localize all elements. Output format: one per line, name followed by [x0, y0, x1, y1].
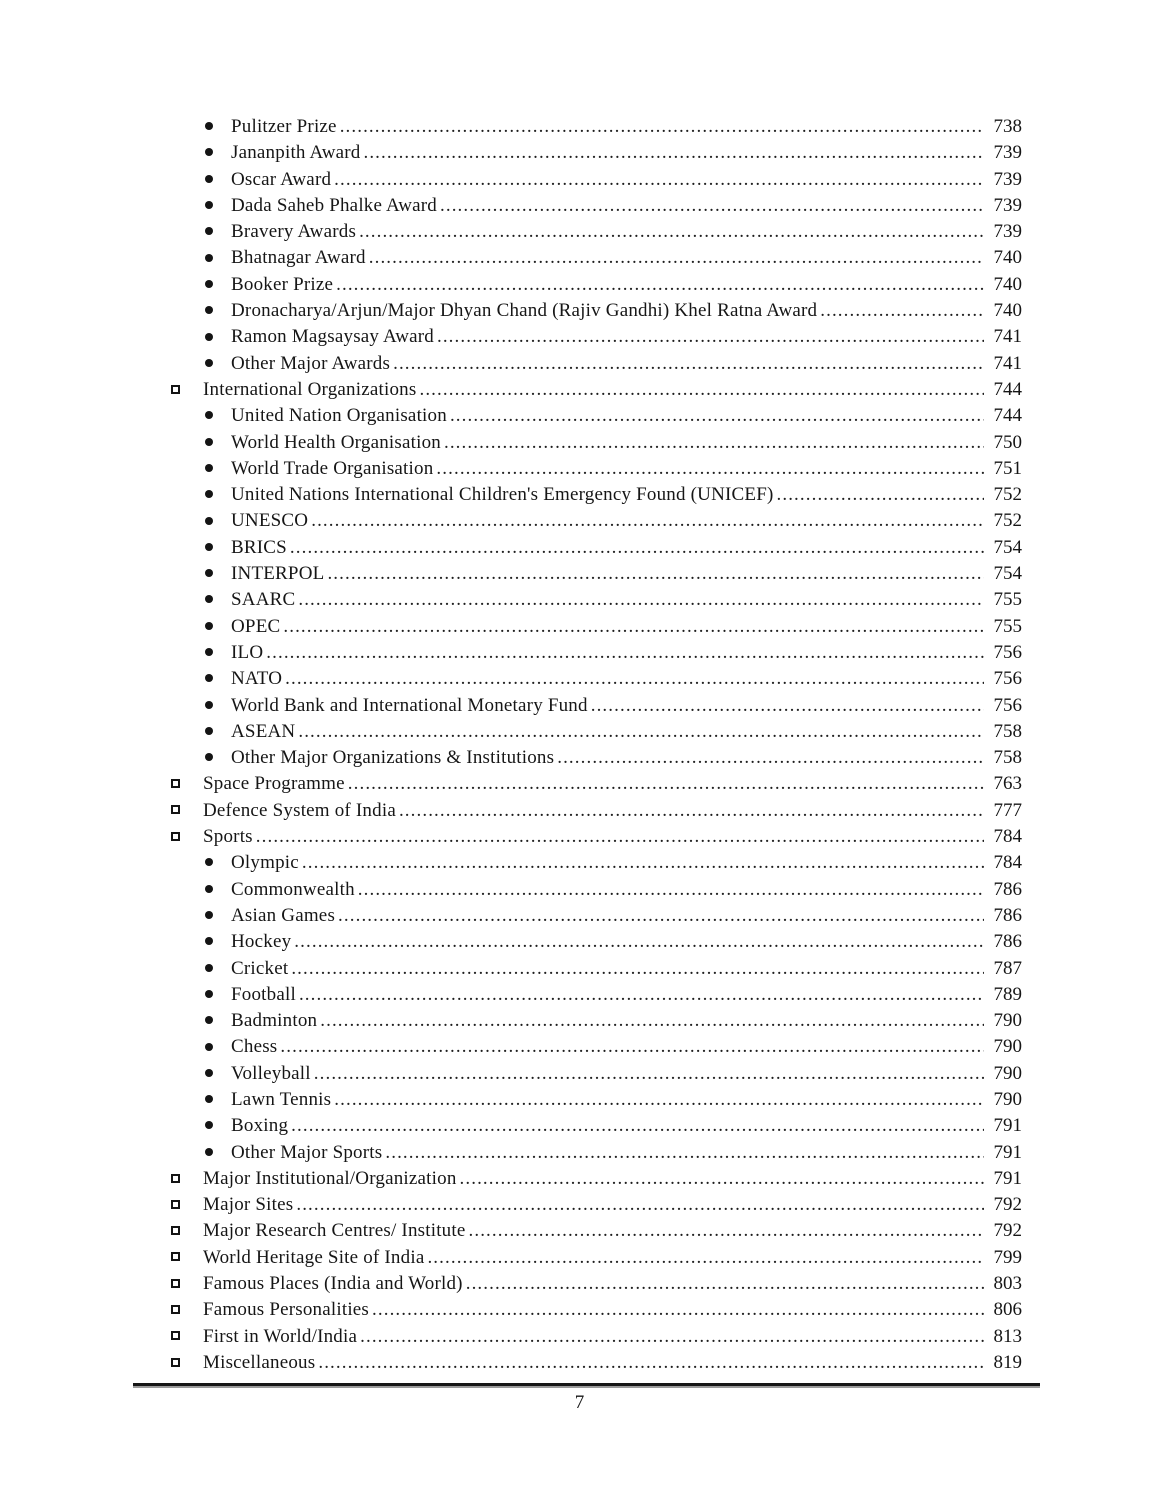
toc-entry-page: 786: [993, 904, 1022, 926]
dot-leader: [320, 1008, 984, 1034]
circle-bullet-icon: [205, 517, 213, 525]
dot-leader: [314, 1061, 984, 1087]
toc-entry-label: International Organizations: [203, 378, 417, 400]
toc-entry: [0, 403, 1022, 429]
dot-leader: [557, 745, 984, 771]
toc-entry-page: 739: [993, 221, 1022, 243]
toc-entry-page: 739: [993, 194, 1022, 216]
toc-entry-page: 784: [993, 852, 1022, 874]
toc-entry-page: 741: [993, 352, 1022, 374]
toc-entry-label: Dada Saheb Phalke Award: [231, 194, 437, 216]
toc-entry-label: Pulitzer Prize: [231, 116, 337, 137]
toc-entry: [0, 877, 1022, 903]
circle-bullet-icon: [205, 148, 213, 156]
toc-entry-label: Jananpith Award: [231, 142, 361, 164]
toc-entry-label: Major Sites: [203, 1194, 294, 1216]
toc-entry-label: Major Institutional/Organization: [203, 1167, 457, 1189]
toc-entry-page: 792: [993, 1220, 1022, 1242]
dot-leader: [450, 403, 984, 429]
toc-entry-label: ASEAN: [231, 720, 296, 742]
dot-leader: [291, 1113, 984, 1139]
dot-leader: [444, 430, 984, 456]
circle-bullet-icon: [205, 201, 213, 209]
toc-entry: [0, 456, 1022, 482]
toc-entry-label: OPEC: [231, 615, 281, 637]
square-bullet-icon: [171, 832, 180, 841]
toc-entry-label: Badminton: [231, 1010, 318, 1032]
toc-entry: [0, 430, 1022, 456]
footer-page-number: 7: [574, 1392, 585, 1413]
toc-entry-label: Miscellaneous: [203, 1351, 316, 1373]
dot-leader: [318, 1350, 984, 1376]
toc-entry: [0, 1087, 1022, 1113]
toc-entry-label: Other Major Awards: [231, 352, 391, 374]
toc-entry-label: Commonwealth: [231, 878, 355, 900]
toc-entry: [0, 1271, 1022, 1297]
toc-entry-page: 740: [993, 247, 1022, 269]
toc-entry: [0, 561, 1022, 587]
toc-entry-page: 752: [993, 484, 1022, 506]
toc-entry-label: Volleyball: [231, 1062, 311, 1084]
toc-entry-label: Hockey: [231, 931, 292, 953]
circle-bullet-icon: [205, 753, 213, 761]
toc-entry-page: 803: [993, 1273, 1022, 1295]
circle-bullet-icon: [205, 701, 213, 709]
toc-entry: [0, 1297, 1022, 1323]
toc-entry-page: 813: [993, 1325, 1022, 1347]
toc-entry-label: Olympic: [231, 852, 299, 874]
toc-entry-label: Chess: [231, 1036, 278, 1058]
dot-leader: [283, 614, 984, 640]
toc-entry-page: 756: [993, 668, 1022, 690]
toc-entry: [0, 824, 1022, 850]
toc-entry-page: 791: [993, 1141, 1022, 1163]
circle-bullet-icon: [205, 543, 213, 551]
dot-leader: [372, 1297, 984, 1323]
toc-entry: [0, 219, 1022, 245]
dot-leader: [419, 377, 984, 403]
circle-bullet-icon: [205, 411, 213, 419]
dot-leader: [427, 1245, 984, 1271]
toc-entry: [0, 693, 1022, 719]
toc-entry-label: Bhatnagar Award: [231, 247, 366, 269]
toc-entry-page: 758: [993, 720, 1022, 742]
toc-entry-label: Booker Prize: [231, 273, 334, 295]
toc-entry-label: World Trade Organisation: [231, 457, 434, 479]
toc-entry-page: 755: [993, 615, 1022, 637]
toc-entry-page: 752: [993, 510, 1022, 532]
toc-entry-page: 751: [993, 457, 1022, 479]
toc-entry-label: Other Major Organizations & Institutions: [231, 747, 555, 769]
circle-bullet-icon: [205, 1069, 213, 1077]
toc-entry-page: 763: [993, 773, 1022, 795]
circle-bullet-icon: [205, 280, 213, 288]
dot-leader: [363, 140, 984, 166]
toc-entry: [0, 719, 1022, 745]
dot-leader: [820, 298, 984, 324]
dot-leader: [285, 666, 984, 692]
toc-entry: [0, 508, 1022, 534]
dot-leader: [296, 1192, 984, 1218]
toc-entry: [0, 1034, 1022, 1060]
toc-entry-page: 744: [993, 378, 1022, 400]
toc-entry-page: 819: [993, 1351, 1022, 1373]
toc-entry-label: Bravery Awards: [231, 221, 357, 243]
dot-leader: [334, 1087, 984, 1113]
dot-leader: [334, 167, 984, 193]
toc-entry: [0, 298, 1022, 324]
toc-entry-page: 754: [993, 563, 1022, 585]
toc-entry-label: World Heritage Site of India: [203, 1246, 425, 1268]
toc-entry: [0, 193, 1022, 219]
circle-bullet-icon: [205, 1043, 213, 1051]
toc-entry: [0, 1166, 1022, 1192]
toc-entry-page: 750: [993, 431, 1022, 453]
toc-entry-page: 799: [993, 1246, 1022, 1268]
toc-entry-page: 790: [993, 1062, 1022, 1084]
circle-bullet-icon: [205, 227, 213, 235]
toc-entry-page: 755: [993, 589, 1022, 611]
toc-entry: [0, 1245, 1022, 1271]
circle-bullet-icon: [205, 1121, 213, 1129]
toc-entry: [0, 666, 1022, 692]
circle-bullet-icon: [205, 438, 213, 446]
dot-leader: [469, 1218, 985, 1244]
toc-entry-page: 784: [993, 826, 1022, 848]
toc-entry-page: 738: [993, 116, 1022, 137]
square-bullet-icon: [171, 1331, 180, 1340]
circle-bullet-icon: [205, 122, 213, 130]
toc-entry-label: Ramon Magsaysay Award: [231, 326, 434, 348]
circle-bullet-icon: [205, 175, 213, 183]
dot-leader: [460, 1166, 984, 1192]
circle-bullet-icon: [205, 464, 213, 472]
toc-entry-page: 754: [993, 536, 1022, 558]
toc-entry: [0, 614, 1022, 640]
toc-entry-page: 739: [993, 168, 1022, 190]
dot-leader: [399, 798, 984, 824]
toc-entry-label: First in World/India: [203, 1325, 358, 1347]
circle-bullet-icon: [205, 1016, 213, 1024]
toc-entry: [0, 982, 1022, 1008]
toc-entry: [0, 1350, 1022, 1376]
dot-leader: [299, 982, 984, 1008]
toc-entry: [0, 1324, 1022, 1350]
toc-entry-page: 786: [993, 931, 1022, 953]
toc-entry: [0, 351, 1022, 377]
dot-leader: [348, 771, 984, 797]
toc-entry: [0, 640, 1022, 666]
dot-leader: [298, 719, 984, 745]
toc-entry: [0, 903, 1022, 929]
toc-entry-page: 756: [993, 694, 1022, 716]
toc-entry-page: 758: [993, 747, 1022, 769]
dot-leader: [360, 1324, 984, 1350]
toc-entry-page: 792: [993, 1194, 1022, 1216]
square-bullet-icon: [171, 385, 180, 394]
toc-entry: [0, 114, 1022, 140]
toc-entry-page: 740: [993, 273, 1022, 295]
toc-entry: [0, 482, 1022, 508]
toc-entry-label: UNESCO: [231, 510, 309, 532]
dot-leader: [256, 824, 984, 850]
dot-leader: [311, 508, 984, 534]
circle-bullet-icon: [205, 333, 213, 341]
dot-leader: [591, 693, 984, 719]
square-bullet-icon: [171, 1279, 180, 1288]
toc-entry: [0, 324, 1022, 350]
toc-entry-label: Football: [231, 983, 296, 1005]
circle-bullet-icon: [205, 595, 213, 603]
toc-entry-label: Famous Personalities: [203, 1299, 370, 1321]
circle-bullet-icon: [205, 569, 213, 577]
circle-bullet-icon: [205, 990, 213, 998]
toc-entry-label: Cricket: [231, 957, 289, 979]
circle-bullet-icon: [205, 1095, 213, 1103]
toc-entry-label: Space Programme: [203, 773, 345, 795]
dot-leader: [266, 640, 984, 666]
toc-entry-label: World Bank and International Monetary Fund: [231, 694, 588, 716]
toc-entry-label: Famous Places (India and World): [203, 1273, 463, 1295]
table-of-contents: [0, 114, 1159, 1376]
toc-entry: [0, 1113, 1022, 1139]
toc-entry: [0, 1061, 1022, 1087]
dot-leader: [369, 245, 984, 271]
toc-entry-page: 740: [993, 300, 1022, 322]
toc-entry-label: Oscar Award: [231, 168, 332, 190]
dot-leader: [298, 587, 984, 613]
toc-entry-page: 777: [993, 799, 1022, 821]
toc-entry: [0, 798, 1022, 824]
toc-entry-page: 786: [993, 878, 1022, 900]
dot-leader: [280, 1034, 984, 1060]
toc-entry: [0, 1218, 1022, 1244]
circle-bullet-icon: [205, 885, 213, 893]
toc-entry-label: Lawn Tennis: [231, 1088, 332, 1110]
dot-leader: [777, 482, 985, 508]
square-bullet-icon: [171, 1305, 180, 1314]
square-bullet-icon: [171, 1174, 180, 1183]
toc-entry-label: World Health Organisation: [231, 431, 441, 453]
circle-bullet-icon: [205, 911, 213, 919]
circle-bullet-icon: [205, 359, 213, 367]
dot-leader: [393, 351, 984, 377]
toc-entry-label: ILO: [231, 641, 264, 663]
square-bullet-icon: [171, 1252, 180, 1261]
circle-bullet-icon: [205, 727, 213, 735]
toc-entry: [0, 140, 1022, 166]
circle-bullet-icon: [205, 254, 213, 262]
dot-leader: [338, 903, 984, 929]
toc-entry: [0, 272, 1022, 298]
toc-entry-page: 790: [993, 1088, 1022, 1110]
dot-leader: [327, 561, 984, 587]
dot-leader: [294, 929, 984, 955]
toc-entry: [0, 1008, 1022, 1034]
circle-bullet-icon: [205, 306, 213, 314]
circle-bullet-icon: [205, 622, 213, 630]
toc-entry-page: 787: [993, 957, 1022, 979]
dot-leader: [385, 1140, 984, 1166]
toc-entry: [0, 167, 1022, 193]
toc-entry-label: Dronacharya/Arjun/Major Dhyan Chand (Rajiv Gandhi) Khel Ratna Award: [231, 300, 818, 322]
circle-bullet-icon: [205, 490, 213, 498]
toc-entry-label: Major Research Centres/ Institute: [203, 1220, 466, 1242]
toc-entry-label: Defence System of India: [203, 799, 396, 821]
toc-entry-label: Other Major Sports: [231, 1141, 383, 1163]
toc-entry-label: United Nations International Children's Emergency Found (UNICEF): [231, 484, 774, 506]
dot-leader: [336, 272, 984, 298]
dot-leader: [340, 114, 984, 140]
toc-entry: [0, 377, 1022, 403]
toc-entry-page: 739: [993, 142, 1022, 164]
dot-leader: [437, 324, 984, 350]
toc-entry-page: 790: [993, 1036, 1022, 1058]
dot-leader: [436, 456, 984, 482]
toc-entry-page: 789: [993, 983, 1022, 1005]
toc-entry-label: BRICS: [231, 536, 287, 558]
dot-leader: [291, 956, 984, 982]
circle-bullet-icon: [205, 964, 213, 972]
toc-entry-label: INTERPOL: [231, 563, 325, 585]
circle-bullet-icon: [205, 858, 213, 866]
toc-entry-label: United Nation Organisation: [231, 405, 447, 427]
toc-entry: [0, 745, 1022, 771]
dot-leader: [466, 1271, 984, 1297]
circle-bullet-icon: [205, 1148, 213, 1156]
square-bullet-icon: [171, 1358, 180, 1367]
toc-entry-label: Boxing: [231, 1115, 289, 1137]
square-bullet-icon: [171, 779, 180, 788]
toc-entry: [0, 771, 1022, 797]
toc-entry: [0, 929, 1022, 955]
toc-entry-label: SAARC: [231, 589, 296, 611]
footer-divider: [133, 1383, 1040, 1386]
circle-bullet-icon: [205, 674, 213, 682]
toc-entry: [0, 1140, 1022, 1166]
toc-entry: [0, 850, 1022, 876]
toc-entry-label: NATO: [231, 668, 283, 690]
toc-entry: [0, 587, 1022, 613]
toc-entry-page: 756: [993, 641, 1022, 663]
toc-entry-page: 790: [993, 1010, 1022, 1032]
toc-entry: [0, 956, 1022, 982]
dot-leader: [290, 535, 984, 561]
square-bullet-icon: [171, 805, 180, 814]
toc-entry-page: 806: [993, 1299, 1022, 1321]
square-bullet-icon: [171, 1200, 180, 1209]
dot-leader: [440, 193, 984, 219]
toc-entry: [0, 1192, 1022, 1218]
toc-entry-page: 791: [993, 1167, 1022, 1189]
toc-entry: [0, 245, 1022, 271]
toc-entry-page: 741: [993, 326, 1022, 348]
toc-entry: [0, 535, 1022, 561]
toc-entry-label: Sports: [203, 826, 253, 848]
square-bullet-icon: [171, 1226, 180, 1235]
dot-leader: [359, 219, 984, 245]
dot-leader: [302, 850, 984, 876]
toc-entry-page: 791: [993, 1115, 1022, 1137]
dot-leader: [358, 877, 984, 903]
toc-entry-label: Asian Games: [231, 904, 336, 926]
circle-bullet-icon: [205, 937, 213, 945]
toc-entry-page: 744: [993, 405, 1022, 427]
circle-bullet-icon: [205, 648, 213, 656]
